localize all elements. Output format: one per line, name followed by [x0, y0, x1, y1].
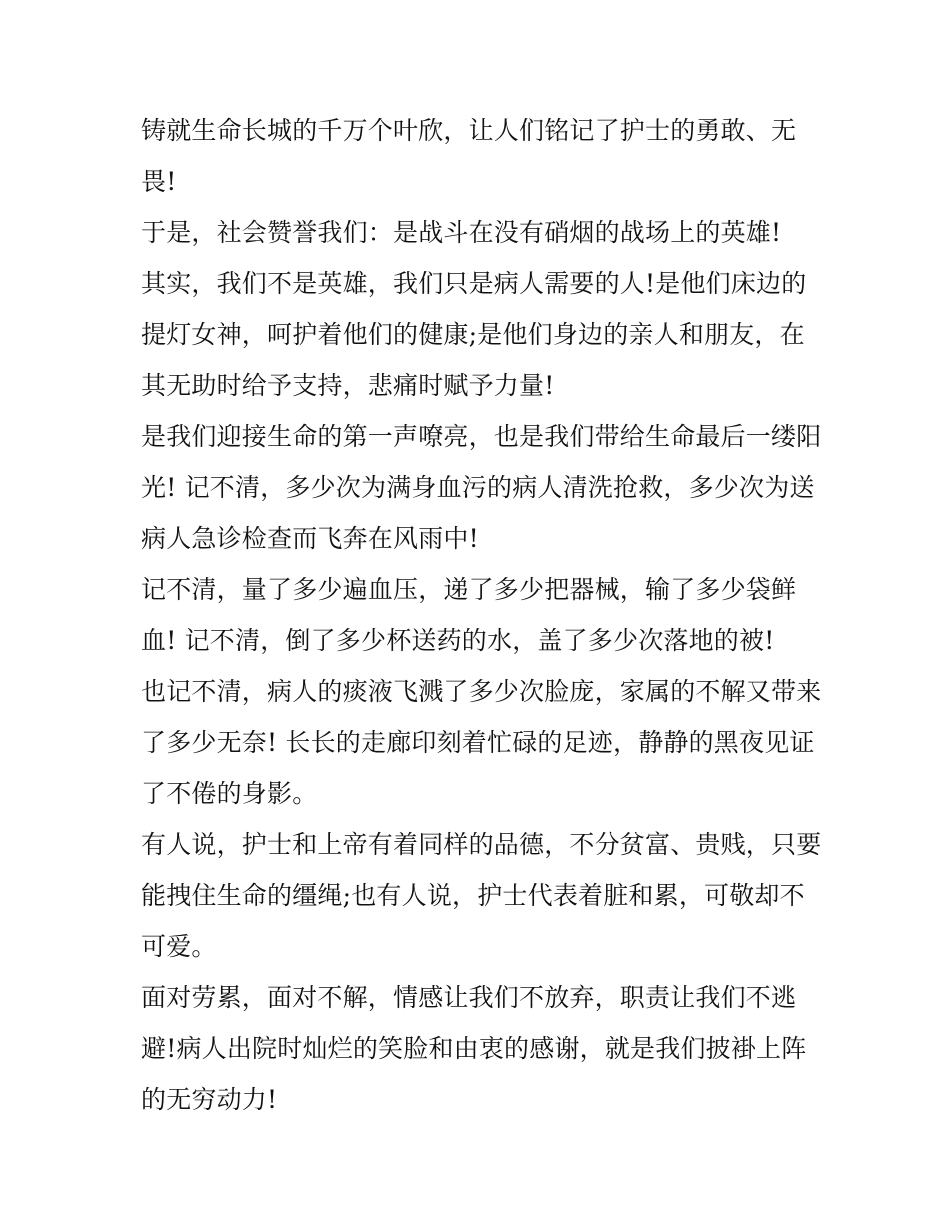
text-line: 避!病人出院时灿烂的笑脸和由衷的感谢，就是我们披褂上阵	[141, 1034, 807, 1063]
text-line: 面对劳累，面对不解，情感让我们不放弃，职责让我们不逃	[141, 983, 797, 1012]
text-line: 其无助时给予支持，悲痛时赋予力量!	[141, 371, 555, 400]
text-line: 血! 记不清，倒了多少杯送药的水，盖了多少次落地的被!	[141, 626, 775, 655]
text-line: 畏!	[141, 167, 177, 196]
text-line: 其实，我们不是英雄，我们只是病人需要的人!是他们床边的	[141, 269, 807, 298]
text-line: 有人说，护士和上帝有着同样的品德，不分贫富、贵贱，只要	[141, 830, 822, 859]
text-line: 也记不清，病人的痰液飞溅了多少次脸庞，家属的不解又带来	[141, 677, 822, 706]
text-line: 提灯女神，呵护着他们的健康;是他们身边的亲人和朋友，在	[141, 320, 805, 349]
text-line: 可爱。	[141, 932, 217, 961]
text-line: 光! 记不清，多少次为满身血污的病人清洗抢救，多少次为送	[141, 473, 815, 502]
text-line: 铸就生命长城的千万个叶欣，让人们铭记了护士的勇敢、无	[141, 116, 797, 145]
text-line: 的无穷动力!	[141, 1085, 278, 1114]
text-line: 了不倦的身影。	[141, 779, 318, 808]
text-line: 病人急诊检查而飞奔在风雨中!	[141, 524, 479, 553]
text-line: 记不清，量了多少遍血压，递了多少把器械，输了多少袋鲜	[141, 575, 797, 604]
text-line: 是我们迎接生命的第一声嘹亮，也是我们带给生命最后一缕阳	[141, 422, 822, 451]
text-line: 于是，社会赞誉我们：是战斗在没有硝烟的战场上的英雄!	[141, 218, 782, 247]
document-body	[141, 105, 821, 1125]
text-line: 能拽住生命的缰绳;也有人说，护士代表着脏和累，可敬却不	[141, 881, 805, 910]
text-line: 了多少无奈! 长长的走廊印刻着忙碌的足迹，静静的黑夜见证	[141, 728, 815, 757]
